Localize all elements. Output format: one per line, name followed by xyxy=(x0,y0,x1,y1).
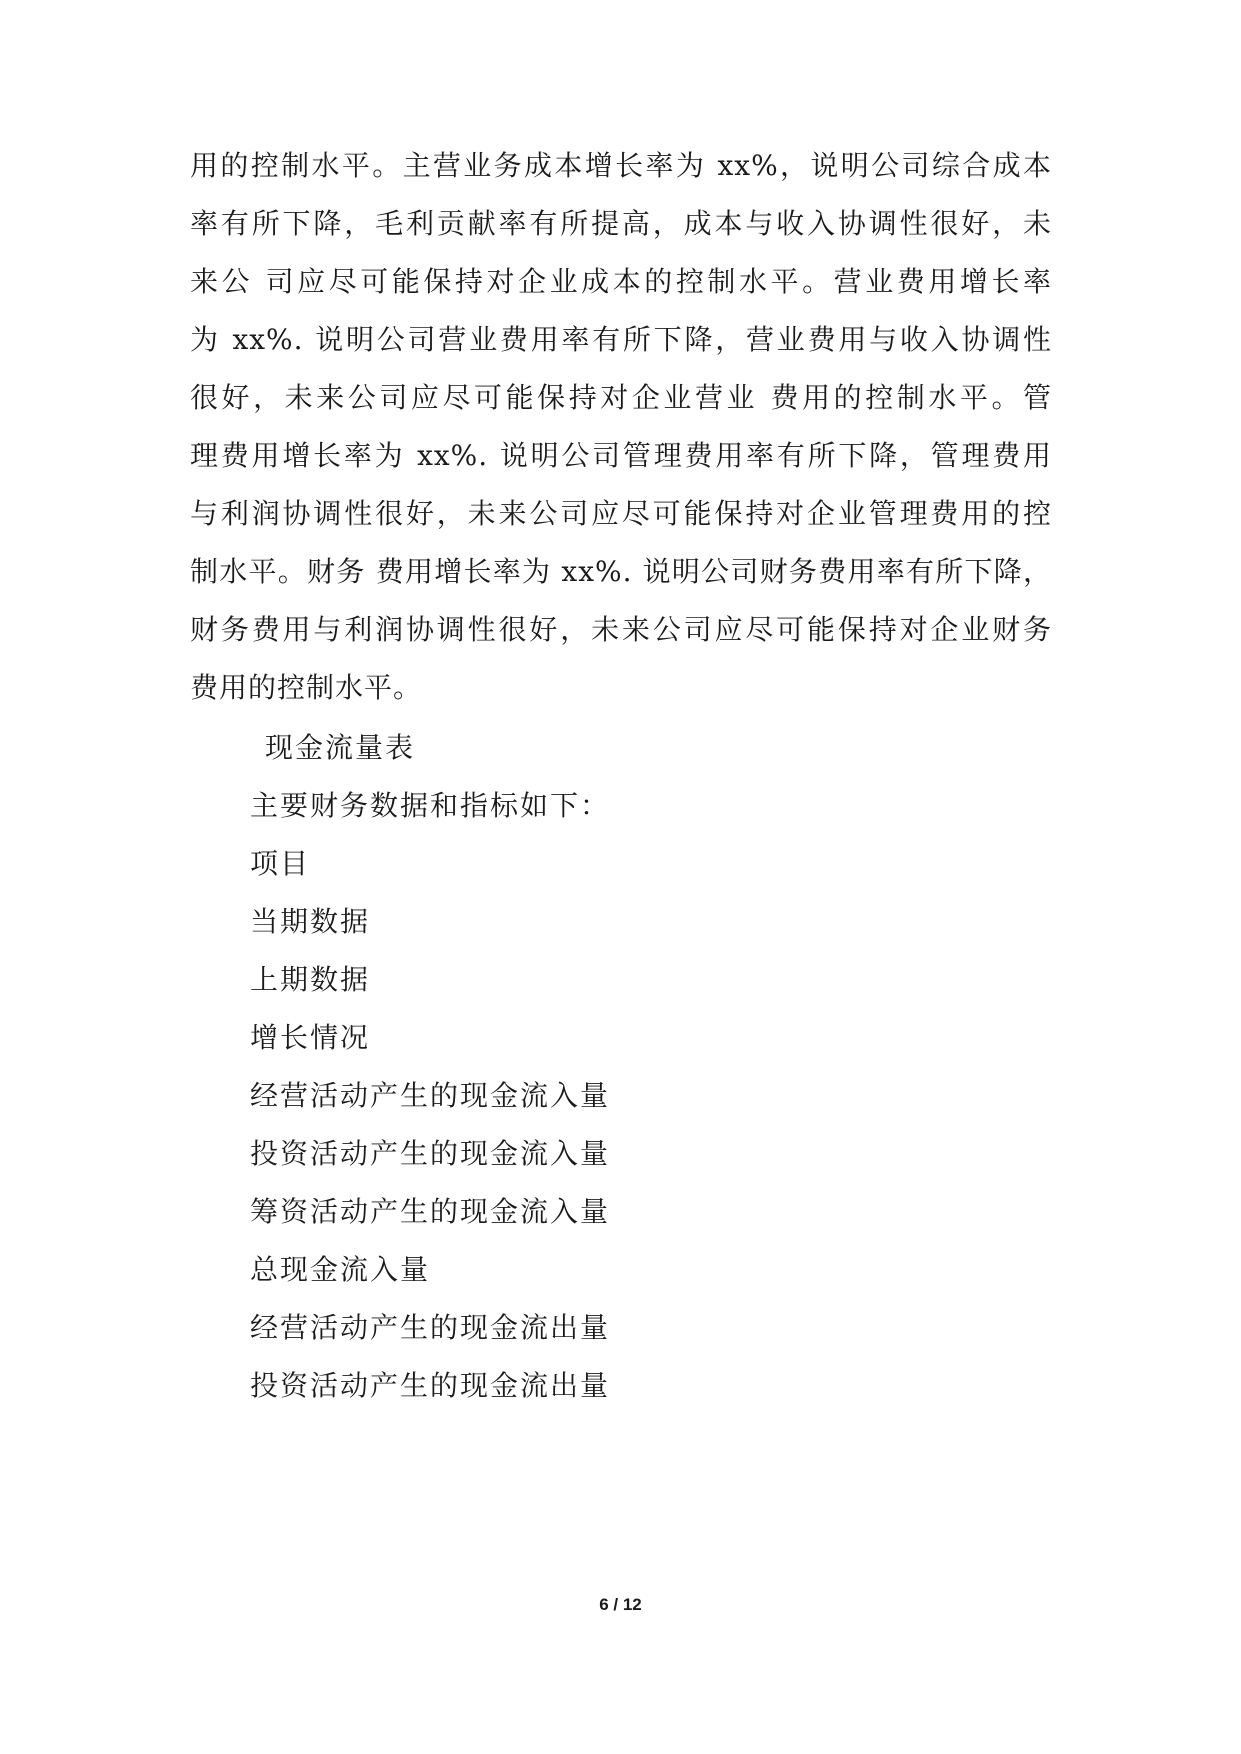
list-item: 筹资活动产生的现金流入量 xyxy=(250,1195,611,1228)
list-item: 增长情况 xyxy=(250,1021,371,1054)
list-item: 投资活动产生的现金流出量 xyxy=(250,1369,611,1402)
list-item: 经营活动产生的现金流入量 xyxy=(250,1079,611,1112)
list-item: 经营活动产生的现金流出量 xyxy=(250,1311,611,1344)
list-item: 投资活动产生的现金流入量 xyxy=(250,1137,611,1170)
section-heading: 现金流量表 xyxy=(265,731,416,764)
list-item: 总现金流入量 xyxy=(250,1253,431,1286)
list-item: 项目 xyxy=(250,847,311,880)
paragraph-line: 很好，未来公司应尽可能保持对企业营业 费用的控制水平。管 xyxy=(190,381,1052,414)
paragraph-line: 费用的控制水平。 xyxy=(190,671,423,704)
paragraph-line: 率有所下降，毛利贡献率有所提高，成本与收入协调性很好，未 xyxy=(190,207,1052,240)
paragraph-line: 用的控制水平。主营业务成本增长率为 xx%，说明公司综合成本 xyxy=(190,149,1052,182)
list-item: 当期数据 xyxy=(250,905,371,938)
paragraph-line: 理费用增长率为 xx%. 说明公司管理费用率有所下降，管理费用 xyxy=(190,439,1052,472)
paragraph-line: 与利润协调性很好，未来公司应尽可能保持对企业管理费用的控 xyxy=(190,497,1052,530)
intro-text: 主要财务数据和指标如下： xyxy=(250,789,611,822)
page-number: 6 / 12 xyxy=(599,1595,642,1614)
list-item: 上期数据 xyxy=(250,963,371,996)
paragraph-line: 为 xx%. 说明公司营业费用率有所下降，营业费用与收入协调性 xyxy=(190,323,1052,356)
paragraph-line: 财务费用与利润协调性很好，未来公司应尽可能保持对企业财务 xyxy=(190,613,1052,646)
paragraph-line: 来公 司应尽可能保持对企业成本的控制水平。营业费用增长率 xyxy=(190,265,1052,298)
paragraph-line: 制水平。财务 费用增长率为 xx%. 说明公司财务费用率有所下降， xyxy=(190,555,1052,588)
